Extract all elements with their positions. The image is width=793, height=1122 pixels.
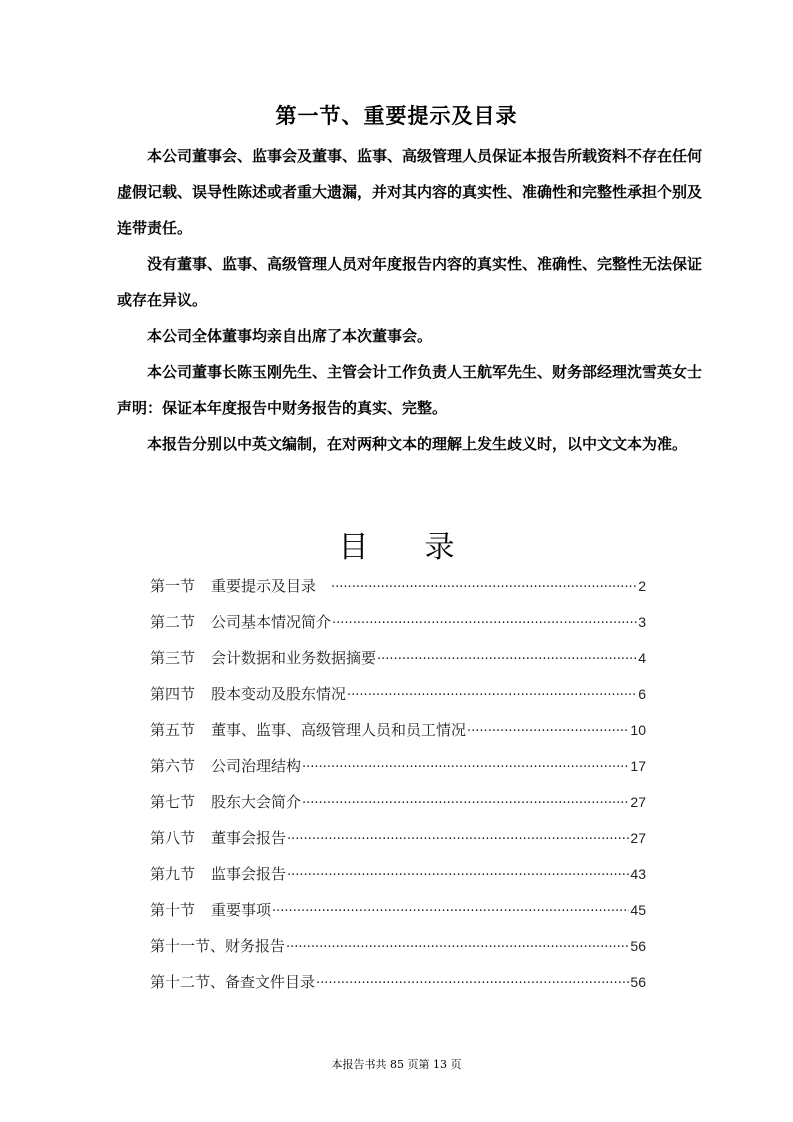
notice-paragraph: 没有董事、监事、高级管理人员对年度报告内容的真实性、准确性、完整性无法保证或存在异议。 <box>117 255 703 309</box>
toc-section-name: 监事会报告 <box>211 865 287 883</box>
toc-section-name: 董事、监事、高级管理人员和员工情况 <box>211 721 467 739</box>
toc-page-number: 17 <box>630 758 646 774</box>
toc-page-number: 2 <box>638 578 646 594</box>
toc-entry[interactable] <box>150 892 646 928</box>
toc-page-number: 4 <box>638 650 646 666</box>
toc-section-name: 股本变动及股东情况 <box>211 685 347 703</box>
toc-section-name: 公司治理结构 <box>211 757 302 775</box>
toc-entry[interactable] <box>150 820 646 856</box>
toc-section-number: 第八节 <box>150 829 196 847</box>
toc-section-number: 第十节 <box>150 901 196 919</box>
toc-title: 目录 <box>338 530 511 565</box>
toc-page-number: 10 <box>630 722 646 738</box>
toc-section-name: 股东大会简介 <box>211 793 302 811</box>
section-title: 第一节、重要提示及目录 <box>275 104 518 128</box>
toc-leader-dots <box>347 678 637 714</box>
toc-section-number: 第十一节、 <box>150 937 226 955</box>
toc-section-name: 公司基本情况简介 <box>211 613 332 631</box>
toc-leader-dots <box>302 786 629 822</box>
notice-paragraph: 本公司董事会、监事会及董事、监事、高级管理人员保证本报告所载资料不存在任何虚假记载、误导性陈述或者重大遗漏，并对其内容的真实性、准确性和完整性承担个别及连带责任。 <box>117 147 703 237</box>
toc-page-number: 43 <box>630 866 646 882</box>
toc-entry[interactable] <box>150 748 646 784</box>
toc-entry[interactable] <box>150 712 646 748</box>
toc-leader-dots <box>287 822 629 858</box>
toc-entry[interactable] <box>150 964 646 1000</box>
toc-entry[interactable] <box>150 676 646 712</box>
toc-section-name: 备查文件目录 <box>225 973 316 991</box>
toc-page-number: 3 <box>638 614 646 630</box>
toc-page-number: 27 <box>630 794 646 810</box>
toc-entry[interactable] <box>150 568 646 604</box>
toc-leader-dots <box>287 858 629 894</box>
toc-section-name: 会计数据和业务数据摘要 <box>211 649 377 667</box>
toc-leader-dots <box>286 930 629 966</box>
toc-section-number: 第九节 <box>150 865 196 883</box>
toc-page-number: 56 <box>630 974 646 990</box>
notice-paragraph: 本报告分别以中英文编制，在对两种文本的理解上发生歧义时，以中文文本为准。 <box>147 435 688 453</box>
toc-section-number: 第三节 <box>150 649 196 667</box>
toc-page-number: 56 <box>630 938 646 954</box>
toc-section-name: 财务报告 <box>225 937 286 955</box>
toc-leader-dots <box>467 714 629 750</box>
toc-leader-dots <box>302 750 629 786</box>
toc-section-number: 第十二节、 <box>150 973 226 991</box>
toc-section-number: 第七节 <box>150 793 196 811</box>
toc-page-number: 6 <box>638 686 646 702</box>
toc-leader-dots <box>316 966 629 1002</box>
notice-paragraph: 本公司董事长陈玉刚先生、主管会计工作负责人王航军先生、财务部经理沈雪英女士声明：保证本年度报告中财务报告的真实、完整。 <box>117 363 703 417</box>
toc-section-number: 第四节 <box>150 685 196 703</box>
toc-section-name: 董事会报告 <box>211 829 287 847</box>
toc-entry[interactable] <box>150 928 646 964</box>
notice-paragraph: 本公司全体董事均亲自出席了本次董事会。 <box>147 327 433 345</box>
toc-leader-dots <box>377 642 637 678</box>
toc-section-name: 重要事项 <box>211 901 272 919</box>
toc-section-number: 第六节 <box>150 757 196 775</box>
toc-leader-dots <box>272 894 629 930</box>
page-footer: 本报告书共 85 页第 13 页 <box>331 1058 462 1071</box>
toc-entry[interactable] <box>150 604 646 640</box>
toc-section-number: 第一节 <box>150 577 196 595</box>
toc-entry[interactable] <box>150 856 646 892</box>
table-of-contents <box>150 568 646 1000</box>
toc-leader-dots <box>331 570 637 606</box>
toc-leader-dots <box>332 606 637 642</box>
important-notice <box>117 138 703 462</box>
toc-section-number: 第二节 <box>150 613 196 631</box>
toc-page-number: 27 <box>630 830 646 846</box>
toc-section-name: 重要提示及目录 <box>211 577 317 595</box>
toc-page-number: 45 <box>630 902 646 918</box>
toc-entry[interactable] <box>150 784 646 820</box>
toc-section-number: 第五节 <box>150 721 196 739</box>
toc-entry[interactable] <box>150 640 646 676</box>
